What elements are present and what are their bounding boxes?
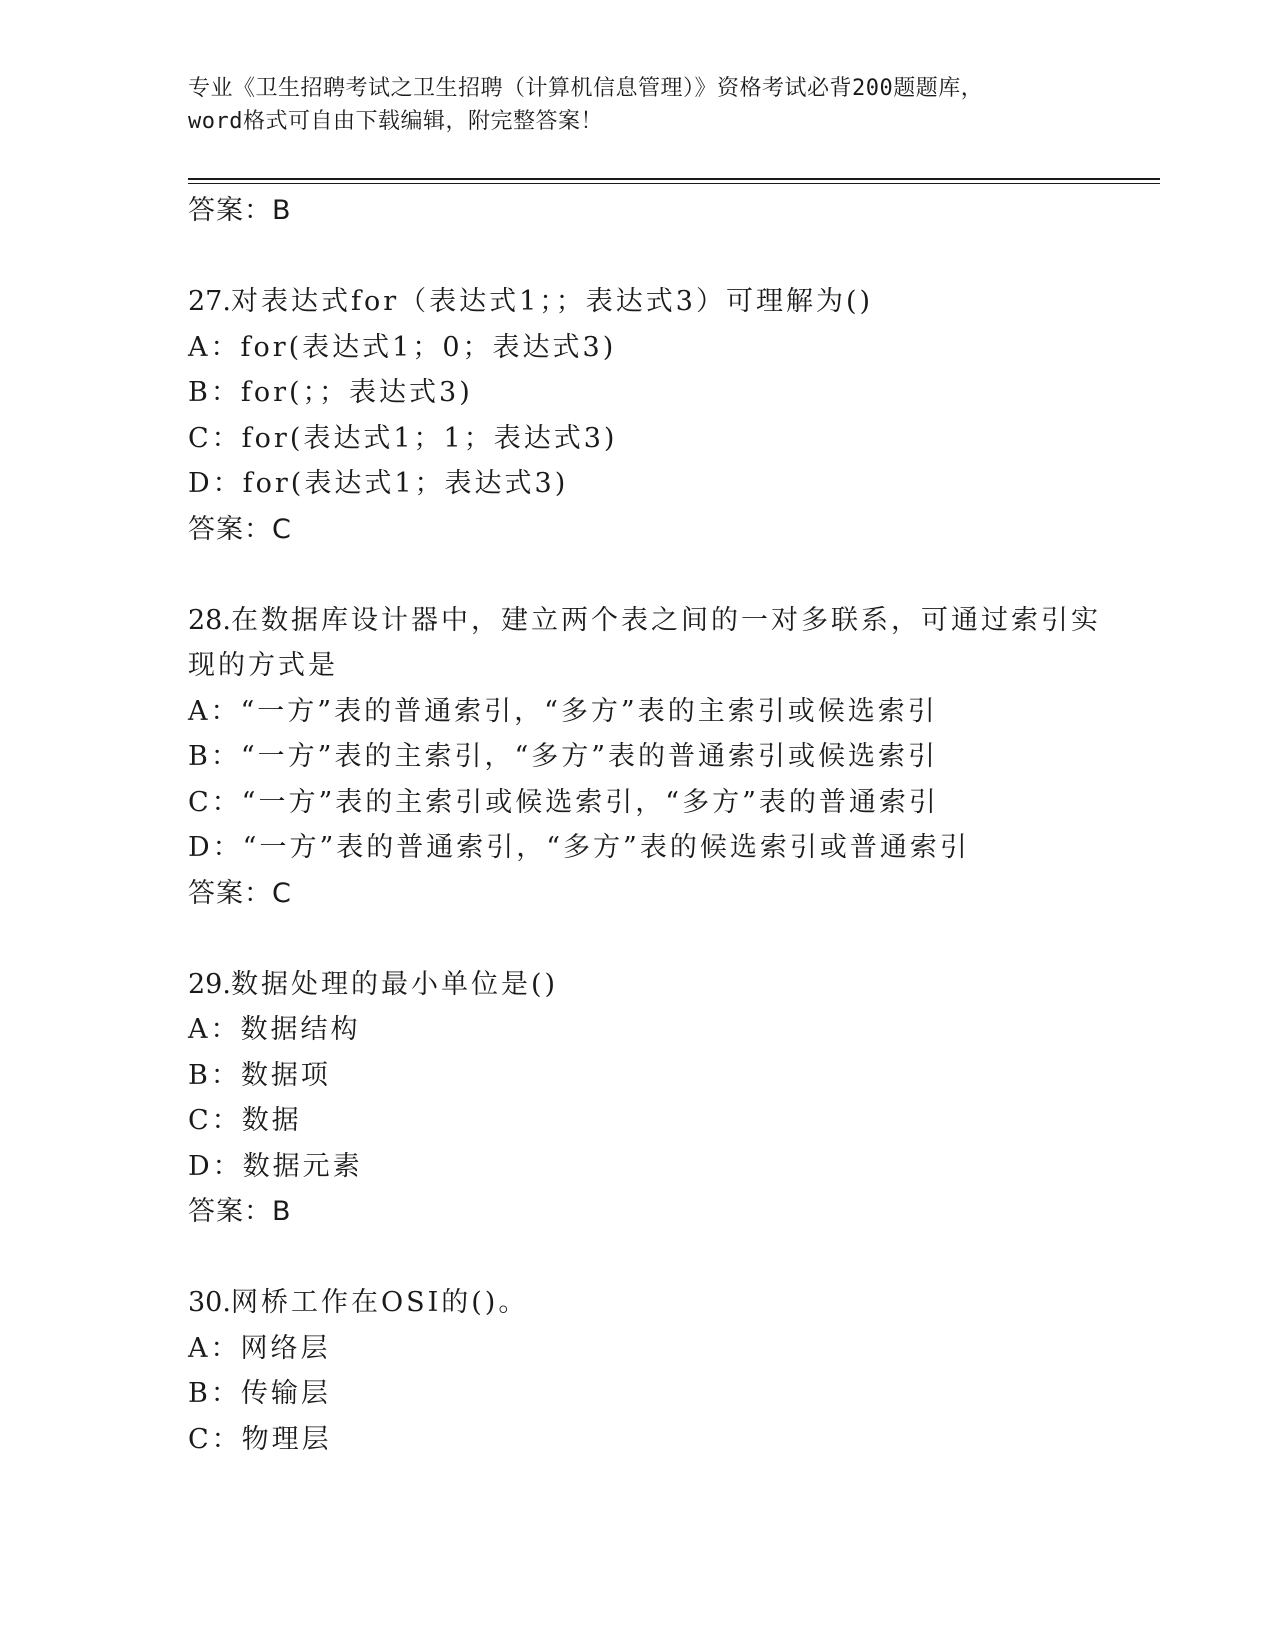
answer-line: 答案：C — [188, 877, 292, 909]
spacer — [188, 234, 1148, 279]
question-block — [188, 1280, 1148, 1462]
option-c: C：数据 — [188, 1105, 302, 1136]
option-a: A：“一方”表的普通索引，“多方”表的主索引或候选索引 — [188, 695, 938, 727]
question-number: 29. — [188, 968, 231, 1000]
previous-answer: 答案：B — [188, 195, 292, 226]
header-line-1: 专业《卫生招聘考试之卫生招聘（计算机信息管理）》资格考试必背200题题库， — [188, 76, 984, 101]
option-b: B：for(；；表达式3) — [188, 377, 473, 408]
option-a: A：for(表达式1；0；表达式3) — [188, 331, 617, 363]
question-text — [188, 1280, 1148, 1326]
question-block — [188, 962, 1148, 1236]
option-c: C：“一方”表的主索引或候选索引，“多方”表的普通索引 — [188, 786, 939, 818]
header-rule-thick — [188, 178, 1160, 180]
spacer — [188, 1235, 1148, 1280]
question-number: 30. — [188, 1287, 231, 1318]
question-text — [188, 598, 1148, 644]
option-b: B：传输层 — [188, 1378, 331, 1409]
document-header — [188, 72, 1088, 138]
option-c: C：for(表达式1；1；表达式3) — [188, 422, 618, 454]
question-list — [188, 188, 1148, 1462]
answer-line: 答案：B — [188, 1196, 292, 1227]
option-d: D：数据元素 — [188, 1150, 363, 1182]
question-number: 28. — [188, 604, 231, 636]
question-stem: 对表达式for（表达式1；；表达式3）可理解为() — [230, 286, 874, 317]
question-block — [188, 279, 1148, 553]
option-d: D：“一方”表的普通索引，“多方”表的候选索引或普通索引 — [188, 832, 970, 863]
question-stem: 网桥工作在OSI的()。 — [230, 1287, 529, 1318]
option-a: A：网络层 — [188, 1332, 331, 1364]
header-line-2: word格式可自由下载编辑，附完整答案！ — [188, 109, 603, 134]
question-number: 27. — [188, 286, 231, 317]
option-d: D：for(表达式1；表达式3) — [188, 468, 569, 499]
option-b: B：数据项 — [188, 1059, 331, 1091]
question-text — [188, 279, 1148, 325]
spacer — [188, 917, 1148, 962]
option-b: B：“一方”表的主索引，“多方”表的普通索引或候选索引 — [188, 741, 939, 772]
header-rule-thin — [188, 183, 1160, 184]
question-stem: 在数据库设计器中，建立两个表之间的一对多联系，可通过索引实 — [230, 604, 1101, 636]
option-a: A：数据结构 — [188, 1014, 361, 1045]
answer-line: 答案：C — [188, 513, 292, 545]
spacer — [188, 553, 1148, 598]
question-text — [188, 962, 1148, 1008]
question-block — [188, 598, 1148, 917]
option-c: C：物理层 — [188, 1423, 332, 1455]
question-text-continued: 现的方式是 — [188, 650, 338, 681]
question-stem: 数据处理的最小单位是() — [230, 968, 559, 1000]
